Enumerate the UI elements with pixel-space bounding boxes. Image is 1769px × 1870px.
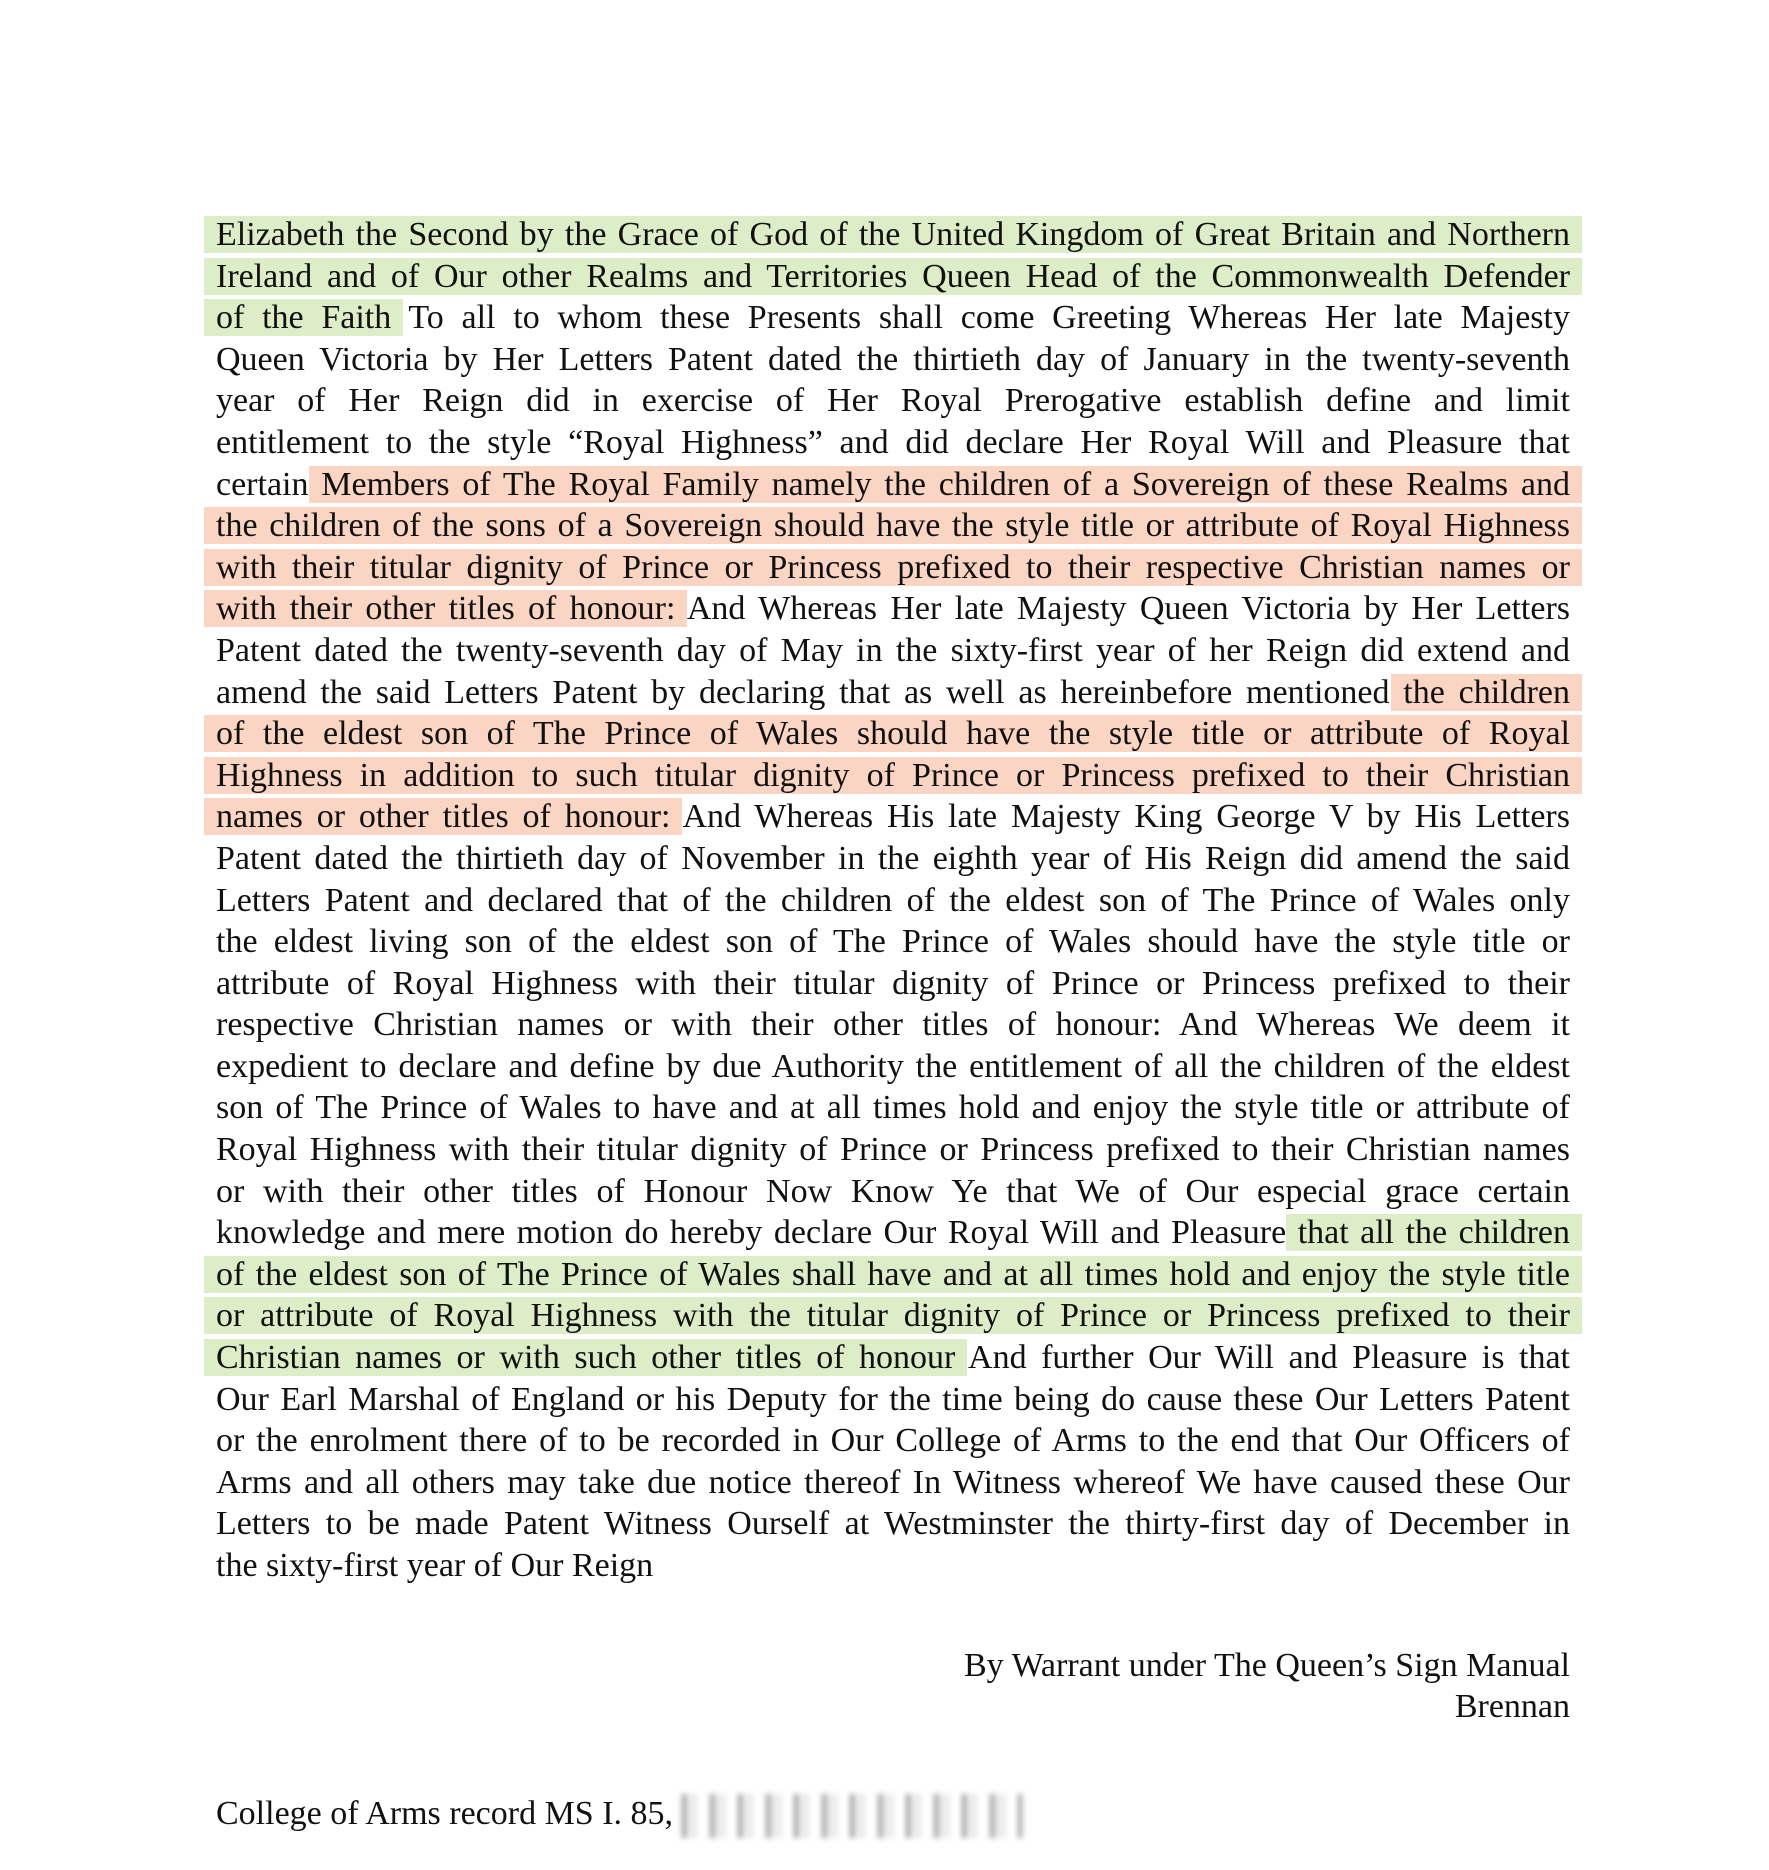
text-line <box>216 1420 1570 1462</box>
orange-highlight: the children of the sons of a Sovereign should have the style title or attribute of Royal Highness <box>216 507 1570 545</box>
record-reference-text: College of Arms record MS I. 85, <box>216 1794 682 1832</box>
text-line <box>216 256 1570 298</box>
text-segment: or with their other titles of Honour Now Know Ye that We of Our especial grace certain <box>216 1172 1570 1210</box>
text-segment: amend the said Letters Patent by declaring that as well as hereinbefore mentioned <box>216 673 1404 711</box>
text-segment: Our Earl Marshal of England or his Deputy for the time being do cause these Our Letters Patent <box>216 1380 1570 1418</box>
green-highlight: Elizabeth the Second by the Grace of God of the United Kingdom of Great Britain and Northern <box>216 216 1570 253</box>
text-line <box>216 921 1570 963</box>
green-highlight: or attribute of Royal Highness with the titular dignity of Prince or Princess prefixed to their <box>216 1297 1570 1335</box>
orange-highlight: of the eldest son of The Prince of Wales should have the style title or attribute of Royal <box>216 715 1570 753</box>
text-segment: Arms and all others may take due notice thereof In Witness whereof We have caused these Our <box>216 1463 1570 1501</box>
text-line <box>216 1503 1570 1545</box>
text-segment: And further Our Will and Pleasure is that <box>955 1339 1570 1377</box>
signature-warrant: By Warrant under The Queen’s Sign Manual <box>964 1647 1570 1684</box>
text-line <box>216 1129 1570 1171</box>
text-line <box>216 588 1570 630</box>
text-segment: year of Her Reign did in exercise of Her Royal Prerogative establish define and limit <box>216 382 1570 420</box>
orange-highlight: Highness in addition to such titular dignity of Prince or Princess prefixed to their Christian <box>216 756 1570 794</box>
text-line <box>216 1295 1570 1337</box>
text-line <box>216 1087 1570 1129</box>
signature-name: Brennan <box>1454 1688 1570 1725</box>
text-segment: expedient to declare and define by due Authority the entitlement of all the children of the eldest <box>216 1047 1570 1085</box>
green-highlight: Christian names or with such other titles of honour <box>216 1339 956 1377</box>
text-line <box>216 505 1570 547</box>
text-segment: or the enrolment there of to be recorded in Our College of Arms to the end that Our Officers of <box>216 1422 1570 1460</box>
text-line <box>216 963 1570 1005</box>
text-line <box>216 547 1570 589</box>
text-segment: the eldest living son of the eldest son of The Prince of Wales should have the style title or <box>216 923 1570 961</box>
text-line <box>216 1046 1570 1088</box>
text-line <box>216 422 1570 464</box>
text-line <box>216 464 1570 506</box>
text-segment: respective Christian names or with their other titles of honour: And Whereas We deem it <box>216 1006 1570 1044</box>
text-line <box>216 1212 1570 1254</box>
text-line <box>216 1545 1570 1587</box>
green-highlight: of the Faith <box>216 299 392 337</box>
text-line <box>216 214 1570 256</box>
text-line <box>216 713 1570 755</box>
text-segment: son of The Prince of Wales to have and at all times hold and enjoy the style title or attribute of <box>216 1089 1570 1127</box>
text-line <box>216 1462 1570 1504</box>
letters-patent-body <box>216 214 1570 1587</box>
text-line <box>216 630 1570 672</box>
text-segment: Patent dated the thirtieth day of November in the eighth year of His Reign did amend the said <box>216 839 1570 877</box>
text-segment: certain <box>216 465 322 503</box>
text-line <box>216 380 1570 422</box>
text-segment: the sixty-first year of Our Reign <box>216 1547 654 1584</box>
text-segment: Letters Patent and declared that of the children of the eldest son of The Prince of Wales only <box>216 881 1570 919</box>
orange-highlight: names or other titles of honour: <box>216 798 671 836</box>
orange-highlight: with their other titles of honour: <box>216 590 676 628</box>
text-line <box>216 1379 1570 1421</box>
text-line <box>216 796 1570 838</box>
orange-highlight: the children <box>1403 673 1571 711</box>
text-segment: Letters to be made Patent Witness Ourself at Westminster the thirty-first day of December in <box>216 1505 1570 1543</box>
text-line <box>216 1171 1570 1213</box>
text-line <box>216 672 1570 714</box>
text-segment: And Whereas His late Majesty King George V by His Letters <box>670 798 1570 836</box>
orange-highlight: with their titular dignity of Prince or Princess prefixed to their respective Christian names or <box>216 548 1570 586</box>
text-segment: attribute of Royal Highness with their titular dignity of Prince or Princess prefixed to their <box>216 964 1570 1002</box>
redacted-watermark <box>682 1794 1022 1838</box>
text-line <box>216 755 1570 797</box>
green-highlight: of the eldest son of The Prince of Wales shall have and at all times hold and enjoy the style title <box>216 1255 1570 1293</box>
text-segment: knowledge and mere motion do hereby declare Our Royal Will and Pleasure <box>216 1214 1298 1252</box>
record-reference <box>216 1794 1022 1838</box>
text-line <box>216 1004 1570 1046</box>
text-segment: To all to whom these Presents shall come Greeting Whereas Her late Majesty <box>391 299 1570 337</box>
text-segment: Royal Highness with their titular dignity of Prince or Princess prefixed to their Christian names <box>216 1131 1570 1169</box>
text-segment: entitlement to the style “Royal Highness” and did declare Her Royal Will and Pleasure that <box>216 423 1570 461</box>
text-segment: Queen Victoria by Her Letters Patent dated the thirtieth day of January in the twenty-seventh <box>216 340 1570 378</box>
text-segment: Patent dated the twenty-seventh day of May in the sixty-first year of her Reign did extend and <box>216 631 1570 669</box>
green-highlight: Ireland and of Our other Realms and Territories Queen Head of the Commonwealth Defender <box>216 257 1570 295</box>
text-segment: And Whereas Her late Majesty Queen Victoria by Her Letters <box>675 590 1570 628</box>
green-highlight: that all the children <box>1297 1214 1571 1252</box>
text-line <box>216 297 1570 339</box>
orange-highlight: Members of The Royal Family namely the children of a Sovereign of these Realms and <box>321 465 1570 503</box>
text-line <box>216 1254 1570 1296</box>
text-line <box>216 1337 1570 1379</box>
text-line <box>216 339 1570 381</box>
text-line <box>216 838 1570 880</box>
text-line <box>216 880 1570 922</box>
